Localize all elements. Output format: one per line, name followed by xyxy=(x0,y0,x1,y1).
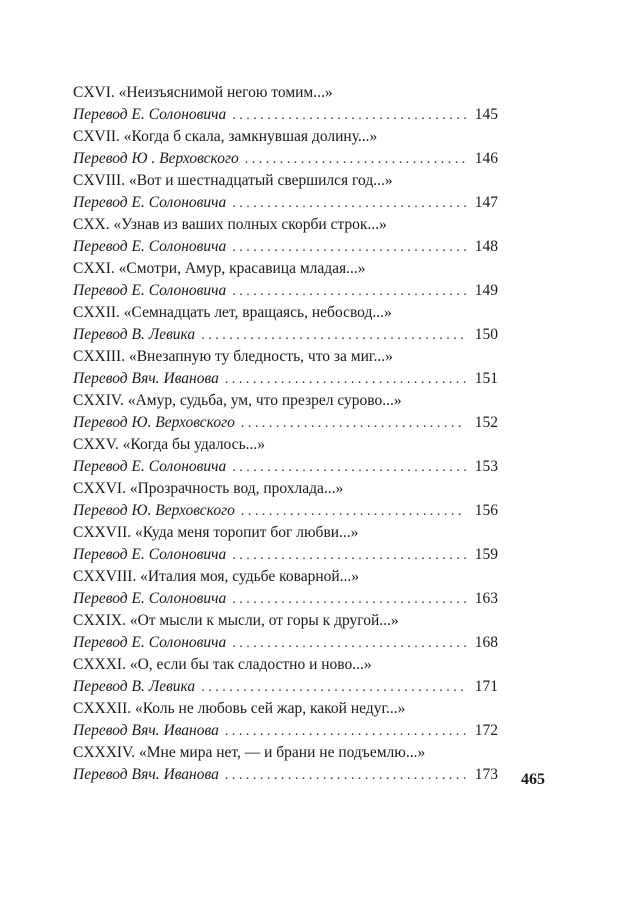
toc-entry-page-number: 151 xyxy=(474,370,498,387)
dot-leader xyxy=(232,105,466,127)
dot-leader xyxy=(232,193,466,215)
toc-entry-title: CXVI. «Неизъяснимой негою томим...» xyxy=(73,84,333,101)
dot-leader xyxy=(232,545,466,567)
toc-entry-page-number: 172 xyxy=(474,722,498,739)
toc-entry-credit-line xyxy=(73,104,498,126)
toc-entry-page-number: 171 xyxy=(474,678,498,695)
toc-entry-title: CXVII. «Когда б скала, замкнувшая долину...» xyxy=(73,128,378,145)
toc-entry-title: CXXIV. «Амур, судьба, ум, что презрел сурово...» xyxy=(73,392,402,409)
toc-entry-credit-line xyxy=(73,720,498,742)
toc-entry-translator: Перевод Ю. Верховского xyxy=(73,414,235,431)
toc-entry-credit-line xyxy=(73,632,498,654)
dot-leader xyxy=(232,457,466,479)
toc-entry[interactable] xyxy=(73,610,498,654)
toc-entry-page-number: 152 xyxy=(474,414,498,431)
toc-entry-credit-line xyxy=(73,676,498,698)
dot-leader xyxy=(241,413,466,435)
toc-entry[interactable] xyxy=(73,170,498,214)
toc-entry-credit-line xyxy=(73,588,498,610)
toc-entry-page-number: 159 xyxy=(474,546,498,563)
toc-entry-translator: Перевод В. Левика xyxy=(73,678,196,695)
toc-entry-translator: Перевод Е. Солоновича xyxy=(73,546,227,563)
dot-leader xyxy=(225,369,466,391)
toc-entry[interactable] xyxy=(73,214,498,258)
toc-entry-translator: Перевод Е. Солоновича xyxy=(73,634,227,651)
toc-entry-title: CXXV. «Когда бы удалось...» xyxy=(73,436,266,453)
toc-entry-credit-line xyxy=(73,544,498,566)
toc-entry-translator: Перевод Вяч. Иванова xyxy=(73,766,219,783)
toc-entry-credit-line xyxy=(73,500,498,522)
toc-entry[interactable] xyxy=(73,522,498,566)
toc-entry-credit-line xyxy=(73,280,498,302)
toc-entry-title: CXX. «Узнав из ваших полных скорби строк...» xyxy=(73,216,387,233)
dot-leader xyxy=(232,281,466,303)
toc-entry-page-number: 153 xyxy=(474,458,498,475)
dot-leader xyxy=(245,149,466,171)
toc-entry-translator: Перевод Е. Солоновича xyxy=(73,590,227,607)
toc-entry-page-number: 149 xyxy=(474,282,498,299)
toc-entry-page-number: 148 xyxy=(474,238,498,255)
toc-entry-title: CXXIII. «Внезапную ту бледность, что за миг...» xyxy=(73,348,393,365)
toc-entry-credit-line xyxy=(73,192,498,214)
toc-entry[interactable] xyxy=(73,654,498,698)
toc-entry[interactable] xyxy=(73,346,498,390)
toc-entry-page-number: 150 xyxy=(474,326,498,343)
toc-entry[interactable] xyxy=(73,82,498,126)
toc-entry-translator: Перевод Ю . Верховского xyxy=(73,150,239,167)
dot-leader xyxy=(225,721,466,743)
toc-entry-credit-line xyxy=(73,456,498,478)
dot-leader xyxy=(201,677,466,699)
toc-entry[interactable] xyxy=(73,566,498,610)
toc-entry-page-number: 168 xyxy=(474,634,498,651)
dot-leader xyxy=(232,633,466,655)
toc-entry-translator: Перевод В. Левика xyxy=(73,326,196,343)
toc-entry-page-number: 146 xyxy=(474,150,498,167)
toc-entry-title: CXXI. «Смотри, Амур, красавица младая...» xyxy=(73,260,366,277)
toc-entry-credit-line xyxy=(73,148,498,170)
dot-leader xyxy=(201,325,466,347)
toc-entry-page-number: 163 xyxy=(474,590,498,607)
toc-entry[interactable] xyxy=(73,742,498,786)
toc-entry-translator: Перевод Ю. Верховского xyxy=(73,502,235,519)
toc-entry-translator: Перевод Е. Солоновича xyxy=(73,282,227,299)
toc-entry-title: CXXXIV. «Мне мира нет, — и брани не подъемлю...» xyxy=(73,744,426,761)
toc-entry-title: CXXIX. «От мысли к мысли, от горы к другой...» xyxy=(73,612,399,629)
toc-entry-translator: Перевод Вяч. Иванова xyxy=(73,370,219,387)
toc-entry-credit-line xyxy=(73,412,498,434)
toc-entry-title: CXXVI. «Прозрачность вод, прохлада...» xyxy=(73,480,344,497)
toc-entry-title: CXVIII. «Вот и шестнадцатый свершился год...» xyxy=(73,172,393,189)
dot-leader xyxy=(241,501,466,523)
toc-entry-translator: Перевод Е. Солоновича xyxy=(73,238,227,255)
toc-entry[interactable] xyxy=(73,698,498,742)
toc-entry-credit-line xyxy=(73,764,498,786)
toc-entry-credit-line xyxy=(73,368,498,390)
toc-entry-title: CXXVIII. «Италия моя, судьбе коварной...» xyxy=(73,568,360,585)
toc-entry-page-number: 147 xyxy=(474,194,498,211)
table-of-contents xyxy=(73,82,498,786)
toc-entry-credit-line xyxy=(73,324,498,346)
dot-leader xyxy=(232,237,466,259)
toc-entry-page-number: 156 xyxy=(474,502,498,519)
toc-entry[interactable] xyxy=(73,258,498,302)
toc-entry[interactable] xyxy=(73,390,498,434)
toc-entry[interactable] xyxy=(73,434,498,478)
toc-entry-page-number: 145 xyxy=(474,106,498,123)
toc-entry-credit-line xyxy=(73,236,498,258)
toc-entry[interactable] xyxy=(73,126,498,170)
dot-leader xyxy=(225,765,466,787)
toc-entry[interactable] xyxy=(73,478,498,522)
toc-entry-title: CXXXII. «Коль не любовь сей жар, какой недуг...» xyxy=(73,700,406,717)
toc-entry-translator: Перевод Е. Солоновича xyxy=(73,458,227,475)
toc-entry-translator: Перевод Е. Солоновича xyxy=(73,106,227,123)
dot-leader xyxy=(232,589,466,611)
toc-entry-title: CXXXI. «О, если бы так сладостно и ново...» xyxy=(73,656,372,673)
toc-entry-title: CXXVII. «Куда меня торопит бог любви...» xyxy=(73,524,359,541)
toc-entry-translator: Перевод Е. Солоновича xyxy=(73,194,227,211)
toc-entry-title: CXXII. «Семнадцать лет, вращаясь, небосвод...» xyxy=(73,304,392,321)
toc-entry-translator: Перевод Вяч. Иванова xyxy=(73,722,219,739)
toc-entry[interactable] xyxy=(73,302,498,346)
toc-entry-page-number: 173 xyxy=(474,766,498,783)
page-folio-number: 465 xyxy=(521,771,545,788)
